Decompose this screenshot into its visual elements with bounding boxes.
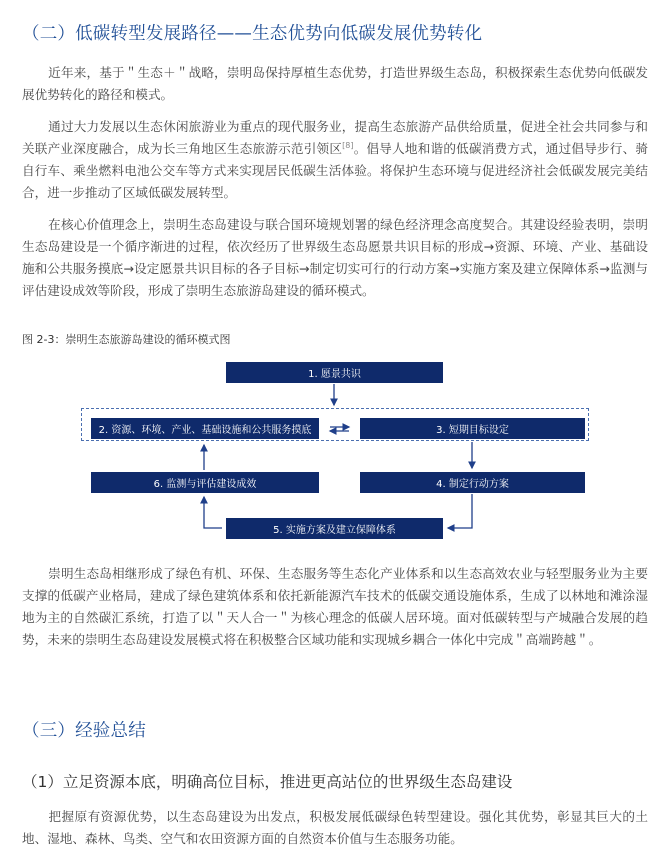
cycle-step-6: 6. 监测与评估建设成效 — [91, 472, 319, 493]
section-2-paragraph-2: 通过大力发展以生态休闲旅游业为重点的现代服务业，提高生态旅游产品供给质量，促进全社会共同参与和关联产业深度融合，成为长三角地区生态旅游示范引领区[8]。倡导人地和谐的低碳消费方式，通过倡导步行、骑自行车、乘坐燃料电池公交车等方式来实现居民低碳生活体验。将保护生态环境与促进经济社会低碳发展完美结合，进一步推动了区域低碳发展转型。 — [22, 119, 649, 200]
cycle-step-2: 2. 资源、环境、产业、基础设施和公共服务摸底 — [91, 418, 319, 439]
cycle-step-1: 1. 愿景共识 — [226, 362, 443, 383]
section-2-paragraph-3: 在核心价值理念上，崇明生态岛建设与联合国环境规划署的绿色经济理念高度契合。其建设经验表明，崇明生态岛建设是一个循序渐进的过程，依次经历了世界级生态岛愿景共识目标的形成→资源、环境、产业、基础设施和公共服务摸底→设定愿景共识目标的各子目标→制定切实可行的行动方案→实施方案及建立保障体系→监测与评估建设成效等阶段，形成了崇明生态旅游岛建设的循环模式。 — [22, 217, 648, 298]
cycle-step-4: 4. 制定行动方案 — [360, 472, 585, 493]
section-3-paragraph-1: 把握原有资源优势，以生态岛建设为出发点，积极发展低碳绿色转型建设。强化其优势，彰显其巨大的土地、湿地、森林、鸟类、空气和农田资源方面的自然资本价值与生态服务功能。 — [22, 809, 648, 846]
section-3-heading: （三）经验总结 — [22, 721, 146, 741]
section-3-subheading-1: （1）立足资源本底，明确高位目标，推进更高站位的世界级生态岛建设 — [22, 773, 513, 791]
section-2-heading: （二）低碳转型发展路径——生态优势向低碳发展优势转化 — [22, 24, 483, 44]
reference-mark[interactable]: [8] — [342, 140, 354, 150]
section-2-paragraph-1: 近年来，基于＂生态＋＂战略，崇明岛保持厚植生态优势，打造世界级生态岛，积极探索生态优势向低碳发展优势转化的路径和模式。 — [22, 65, 648, 102]
after-figure-paragraph: 崇明生态岛相继形成了绿色有机、环保、生态服务等生态化产业体系和以生态高效农业与轻型服务业为主要支撑的低碳产业格局，建成了绿色建筑体系和依托新能源汽车技术的低碳交通设施体系，生成了以林地和滩涂湿地为主的自然碳汇系统，打造了以＂天人合一＂为核心理念的低碳人居环境。面对低碳转型与产城融合发展的趋势，未来的崇明生态岛建设发展模式将在积极整合区域功能和实现城乡耦合一体化中完成＂高端跨越＂。 — [22, 566, 648, 647]
cycle-step-3: 3. 短期目标设定 — [360, 418, 585, 439]
arrow-step4-to-step5 — [448, 494, 472, 528]
arrow-step5-to-step6 — [204, 497, 222, 528]
figure-caption: 图 2-3：崇明生态旅游岛建设的循环模式图 — [22, 333, 231, 346]
cycle-step-5: 5. 实施方案及建立保障体系 — [226, 518, 443, 539]
